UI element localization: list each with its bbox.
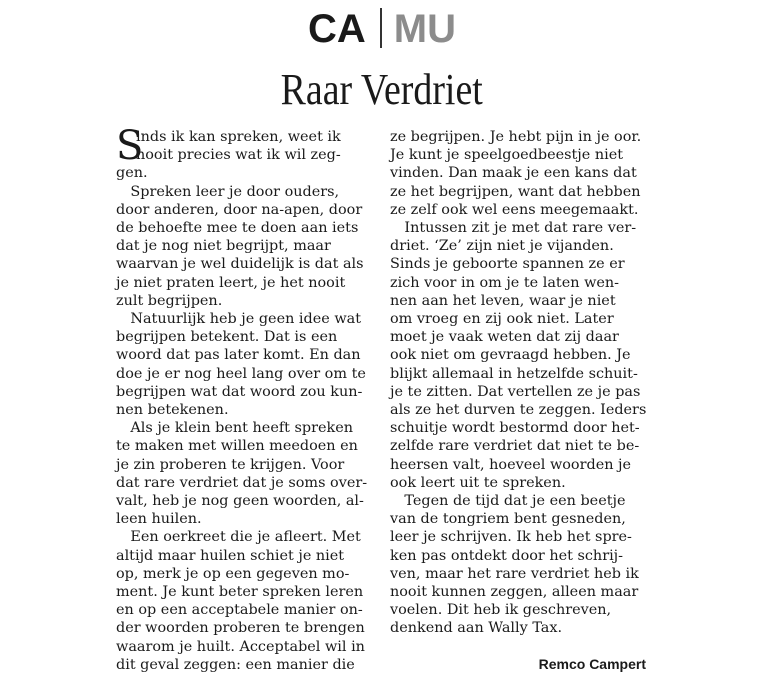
article-line: Intussen zit je met dat rare ver-: [390, 220, 637, 237]
masthead-mu: MU: [393, 7, 456, 51]
article-line: ment. Je kunt beter spreken leren: [116, 584, 364, 601]
article-line: der woorden proberen te brengen: [116, 620, 365, 637]
article-line: woord dat pas later komt. En dan: [116, 347, 361, 364]
article-line: denkend aan Wally Tax.: [390, 620, 563, 637]
article-line: ze begrijpen. Je hebt pijn in je oor.: [390, 129, 642, 145]
article-line: Je kunt je speelgoedbeestje niet: [390, 147, 623, 164]
article-line: ven, maar het rare verdriet heb ik: [390, 565, 639, 582]
masthead-divider: [380, 8, 382, 48]
article-line: leen huilen.: [116, 511, 202, 528]
article-line: ook leert uit te spreken.: [390, 474, 566, 491]
article-line: Sinds je geboorte spannen ze er: [390, 256, 625, 273]
drop-cap: S: [116, 123, 144, 169]
article-line: dit geval zeggen: een manier die: [116, 656, 355, 673]
article-line: begrijpen wat dat woord zou kun-: [116, 383, 363, 400]
article-line: Tegen de tijd dat je een beetje: [390, 493, 626, 510]
masthead: [0, 6, 764, 52]
article-column-right: [390, 128, 648, 638]
article-line: te maken met willen meedoen en: [116, 438, 358, 455]
article-line: Een oerkreet die je afleert. Met: [116, 529, 361, 546]
article-line: voelen. Dit heb ik geschreven,: [390, 602, 612, 619]
article-line: zult begrijpen.: [116, 292, 223, 309]
article-line: je zin proberen te krijgen. Voor: [116, 456, 345, 473]
article-line: waarvan je wel duidelijk is dat als: [116, 256, 364, 273]
article-line: en op een acceptabele manier on-: [116, 602, 363, 619]
article-line: doe je er nog heel lang over om te: [116, 365, 366, 382]
article-line: de behoefte mee te doen aan iets: [116, 220, 359, 237]
article-line: ze zelf ook wel eens meegemaakt.: [390, 201, 639, 218]
article-line: door anderen, door na-apen, door: [116, 201, 363, 218]
article-line: nooit kunnen zeggen, alleen maar: [390, 584, 639, 601]
article-line: nen aan het leven, waar je niet: [390, 292, 616, 309]
article-line: schuitje wordt bestormd door het-: [390, 420, 640, 437]
article-line: waarom je huilt. Acceptabel wil in: [116, 638, 365, 655]
article-line: ook niet om gevraagd hebben. Je: [390, 347, 631, 364]
article-line: driet. ‘Ze’ zijn niet je vijanden.: [390, 238, 614, 255]
article-column-left: [116, 123, 374, 674]
article-line: van de tongriem bent gesneden,: [390, 511, 626, 528]
article-line: inds ik kan spreken, weet ik: [136, 129, 341, 145]
author-signature: Remco Campert: [538, 656, 646, 672]
article-line: Natuurlijk heb je geen idee wat: [116, 311, 362, 328]
article-line: je te zitten. Dat vertellen ze je pas: [390, 383, 641, 400]
article-line: valt, heb je nog geen woorden, al-: [116, 493, 364, 510]
article-title: Raar Verdriet: [280, 65, 483, 114]
article-line: ken pas ontdekt door het schrij-: [390, 547, 624, 564]
article-line: als ze het durven te zeggen. Ieders: [390, 402, 647, 419]
article-line: Als je klein bent heeft spreken: [116, 420, 354, 437]
article-line: nooit precies wat ik wil zeg-: [136, 147, 341, 164]
article-line: dat rare verdriet dat je soms over-: [116, 474, 368, 491]
article-line: ze het begrijpen, want dat hebben: [390, 183, 641, 200]
article-line: zelfde rare verdriet dat niet te be-: [390, 438, 640, 455]
article-line: zich voor in om je te laten wen-: [390, 274, 620, 291]
article-line: heersen valt, hoeveel woorden je: [390, 456, 632, 473]
article-line: je niet praten leert, je het nooit: [116, 274, 346, 291]
article-line: dat je nog niet begrijpt, maar: [116, 238, 331, 255]
article-line: blijkt allemaal in hetzelfde schuit-: [390, 365, 638, 382]
article-line: op, merk je op een gegeven mo-: [116, 565, 350, 582]
article-line: vinden. Dan maak je een kans dat: [390, 165, 637, 182]
article-line: gen.: [116, 165, 148, 182]
article-line: moet je vaak weten dat zij daar: [390, 329, 619, 346]
article-line: leer je schrijven. Ik heb het spre-: [390, 529, 632, 546]
article-line: Spreken leer je door ouders,: [116, 183, 340, 200]
article-line: nen betekenen.: [116, 402, 229, 419]
article-line: begrijpen betekent. Dat is een: [116, 329, 338, 346]
article-line: altijd maar huilen schiet je niet: [116, 547, 345, 564]
article-line: om vroeg en zij ook niet. Later: [390, 311, 614, 328]
masthead-ca: CA: [308, 7, 366, 51]
